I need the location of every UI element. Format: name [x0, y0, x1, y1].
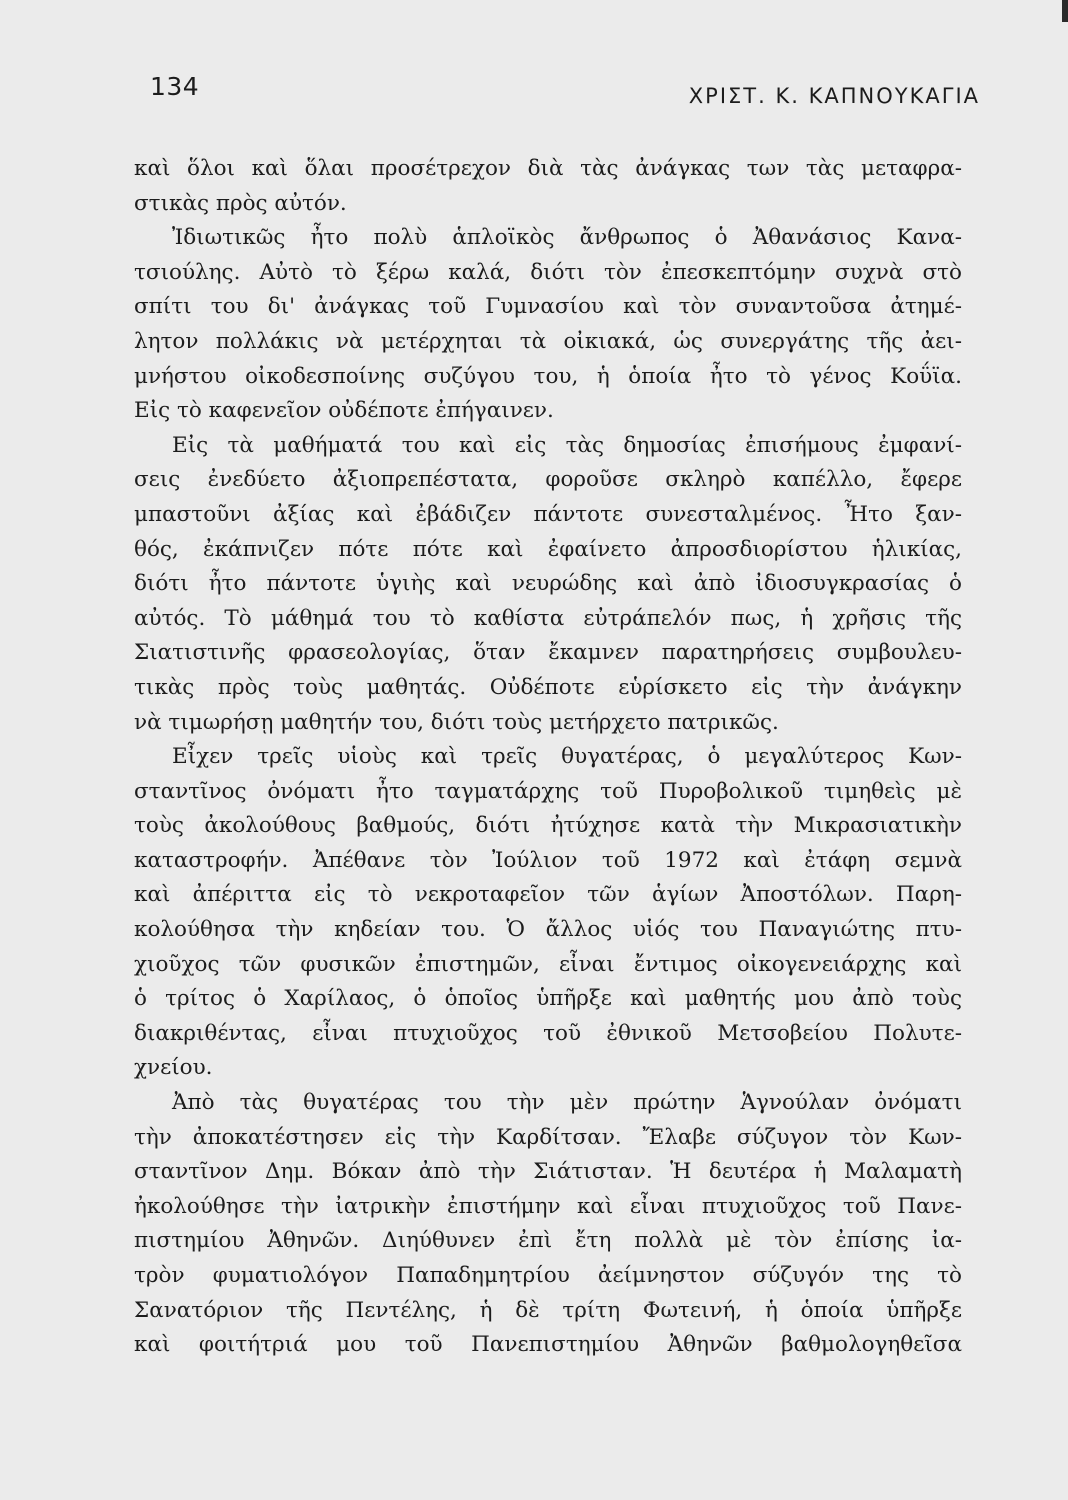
text-line: ἠκολούθησε τὴν ἰατρικὴν ἐπιστήμην καὶ εἶναι πτυχιοῦχος τοῦ Πανε- — [134, 1193, 962, 1219]
text-line: χνείου. — [134, 1055, 213, 1081]
scan-edge-mark — [1062, 0, 1068, 22]
text-line: τρὸν φυματιολόγον Παπαδημητρίου ἀείμνηστον σύζυγόν της τὸ — [134, 1263, 962, 1288]
text-line: Ἀπὸ τὰς θυγατέρας του τὴν μὲν πρώτην Ἁγνούλαν ὀνόματι — [172, 1090, 962, 1116]
text-line: Σανατόριον τῆς Πεντέλης, ἡ δὲ τρίτη Φωτεινή, ἡ ὁποία ὑπῆρξε — [134, 1297, 962, 1323]
text-line: καταστροφήν. Ἀπέθανε τὸν Ἰούλιον τοῦ 1972 καὶ ἐτάφη σεμνὰ — [134, 847, 962, 873]
text-line: τσιούλης. Αὐτὸ τὸ ξέρω καλά, διότι τὸν ἐπεσκεπτόμην συχνὰ στὸ — [134, 259, 962, 285]
text-line: θός, ἐκάπνιζεν πότε πότε καὶ ἐφαίνετο ἀπροσδιορίστου ἡλικίας, — [134, 536, 962, 562]
text-line: καὶ ὅλοι καὶ ὅλαι προσέτρεχον διὰ τὰς ἀνάγκας των τὰς μεταφρα- — [134, 156, 962, 181]
text-line: Σιατιστινῆς φρασεολογίας, ὅταν ἔκαμνεν παρατηρήσεις συμβουλευ- — [134, 640, 962, 666]
text-line: στικὰς πρὸς αὐτόν. — [134, 190, 347, 216]
text-line: Ἰδιωτικῶς ἦτο πολὺ ἁπλοϊκὸς ἄνθρωπος ὁ Ἀθανάσιος Κανα- — [172, 225, 962, 251]
text-line: σταντῖνος ὀνόματι ἦτο ταγματάρχης τοῦ Πυροβολικοῦ τιμηθεὶς μὲ — [134, 778, 962, 804]
text-line: κολούθησα τὴν κηδείαν του. Ὁ ἄλλος υἱός του Παναγιώτης πτυ- — [134, 917, 962, 943]
text-line: χιοῦχος τῶν φυσικῶν ἐπιστημῶν, εἶναι ἔντιμος οἰκογενειάρχης καὶ — [134, 951, 962, 977]
text-line: νὰ τιμωρήσῃ μαθητήν του, διότι τοὺς μετήρχετο πατρικῶς. — [134, 709, 779, 735]
text-line: πιστημίου Ἀθηνῶν. Διηύθυνεν ἐπὶ ἔτη πολλὰ μὲ τὸν ἐπίσης ἰα- — [134, 1228, 962, 1254]
text-line: καὶ ἀπέριττα εἰς τὸ νεκροταφεῖον τῶν ἁγίων Ἀποστόλων. Παρη- — [134, 882, 962, 908]
text-line: λητον πολλάκις νὰ μετέρχηται τὰ οἰκιακά, ὡς συνεργάτης τῆς ἀει- — [134, 328, 962, 354]
text-line: σπίτι του δι' ἀνάγκας τοῦ Γυμνασίου καὶ τὸν συναντοῦσα ἀτημέ- — [134, 294, 962, 320]
text-line: καὶ φοιτήτριά μου τοῦ Πανεπιστημίου Ἀθηνῶν βαθμολογηθεῖσα — [134, 1332, 962, 1358]
body-text — [134, 152, 962, 1363]
text-line: διακριθέντας, εἶναι πτυχιοῦχος τοῦ ἐθνικοῦ Μετσοβείου Πολυτε- — [134, 1020, 962, 1046]
text-line: Εἰς τὸ καφενεῖον οὐδέποτε ἐπήγαινεν. — [134, 398, 554, 424]
text-line: διότι ἦτο πάντοτε ὑγιὴς καὶ νευρώδης καὶ ἀπὸ ἰδιοσυγκρασίας ὁ — [134, 571, 962, 597]
text-line: σταντῖνον Δημ. Βόκαν ἀπὸ τὴν Σιάτισταν. Ἡ δευτέρα ἡ Μαλαματὴ — [134, 1159, 962, 1185]
page-number: 134 — [150, 72, 200, 101]
text-line: τοὺς ἀκολούθους βαθμούς, διότι ἠτύχησε κατὰ τὴν Μικρασιατικὴν — [134, 813, 962, 839]
text-line: αὐτός. Τὸ μάθημά του τὸ καθίστα εὐτράπελόν πως, ἡ χρῆσις τῆς — [134, 605, 962, 631]
text-line: Εἰς τὰ μαθήματά του καὶ εἰς τὰς δημοσίας ἐπισήμους ἐμφανί- — [172, 432, 962, 458]
text-line: ὁ τρίτος ὁ Χαρίλαος, ὁ ὁποῖος ὑπῆρξε καὶ μαθητής μου ἀπὸ τοὺς — [134, 986, 962, 1012]
text-line: τὴν ἀποκατέστησεν εἰς τὴν Καρδίτσαν. Ἔλαβε σύζυγον τὸν Κων- — [134, 1124, 962, 1150]
text-line: Εἶχεν τρεῖς υἱοὺς καὶ τρεῖς θυγατέρας, ὁ μεγαλύτερος Κων- — [172, 744, 962, 770]
text-line: μπαστοῦνι ἀξίας καὶ ἐβάδιζεν πάντοτε συνεσταλμένος. Ἦτο ξαν- — [134, 501, 962, 527]
text-line: μνήστου οἰκοδεσποίνης συζύγου του, ἡ ὁποία ἦτο τὸ γένος Κοΰϊα. — [134, 363, 962, 389]
text-line: τικὰς πρὸς τοὺς μαθητάς. Οὐδέποτε εὑρίσκετο εἰς τὴν ἀνάγκην — [134, 674, 962, 700]
text-line: σεις ἐνεδύετο ἀξιοπρεπέστατα, φοροῦσε σκληρὸ καπέλλο, ἔφερε — [134, 467, 962, 493]
running-head-author: ΧΡΙΣΤ. Κ. ΚΑΠΝΟΥΚΑΓΙΑ — [688, 84, 980, 108]
